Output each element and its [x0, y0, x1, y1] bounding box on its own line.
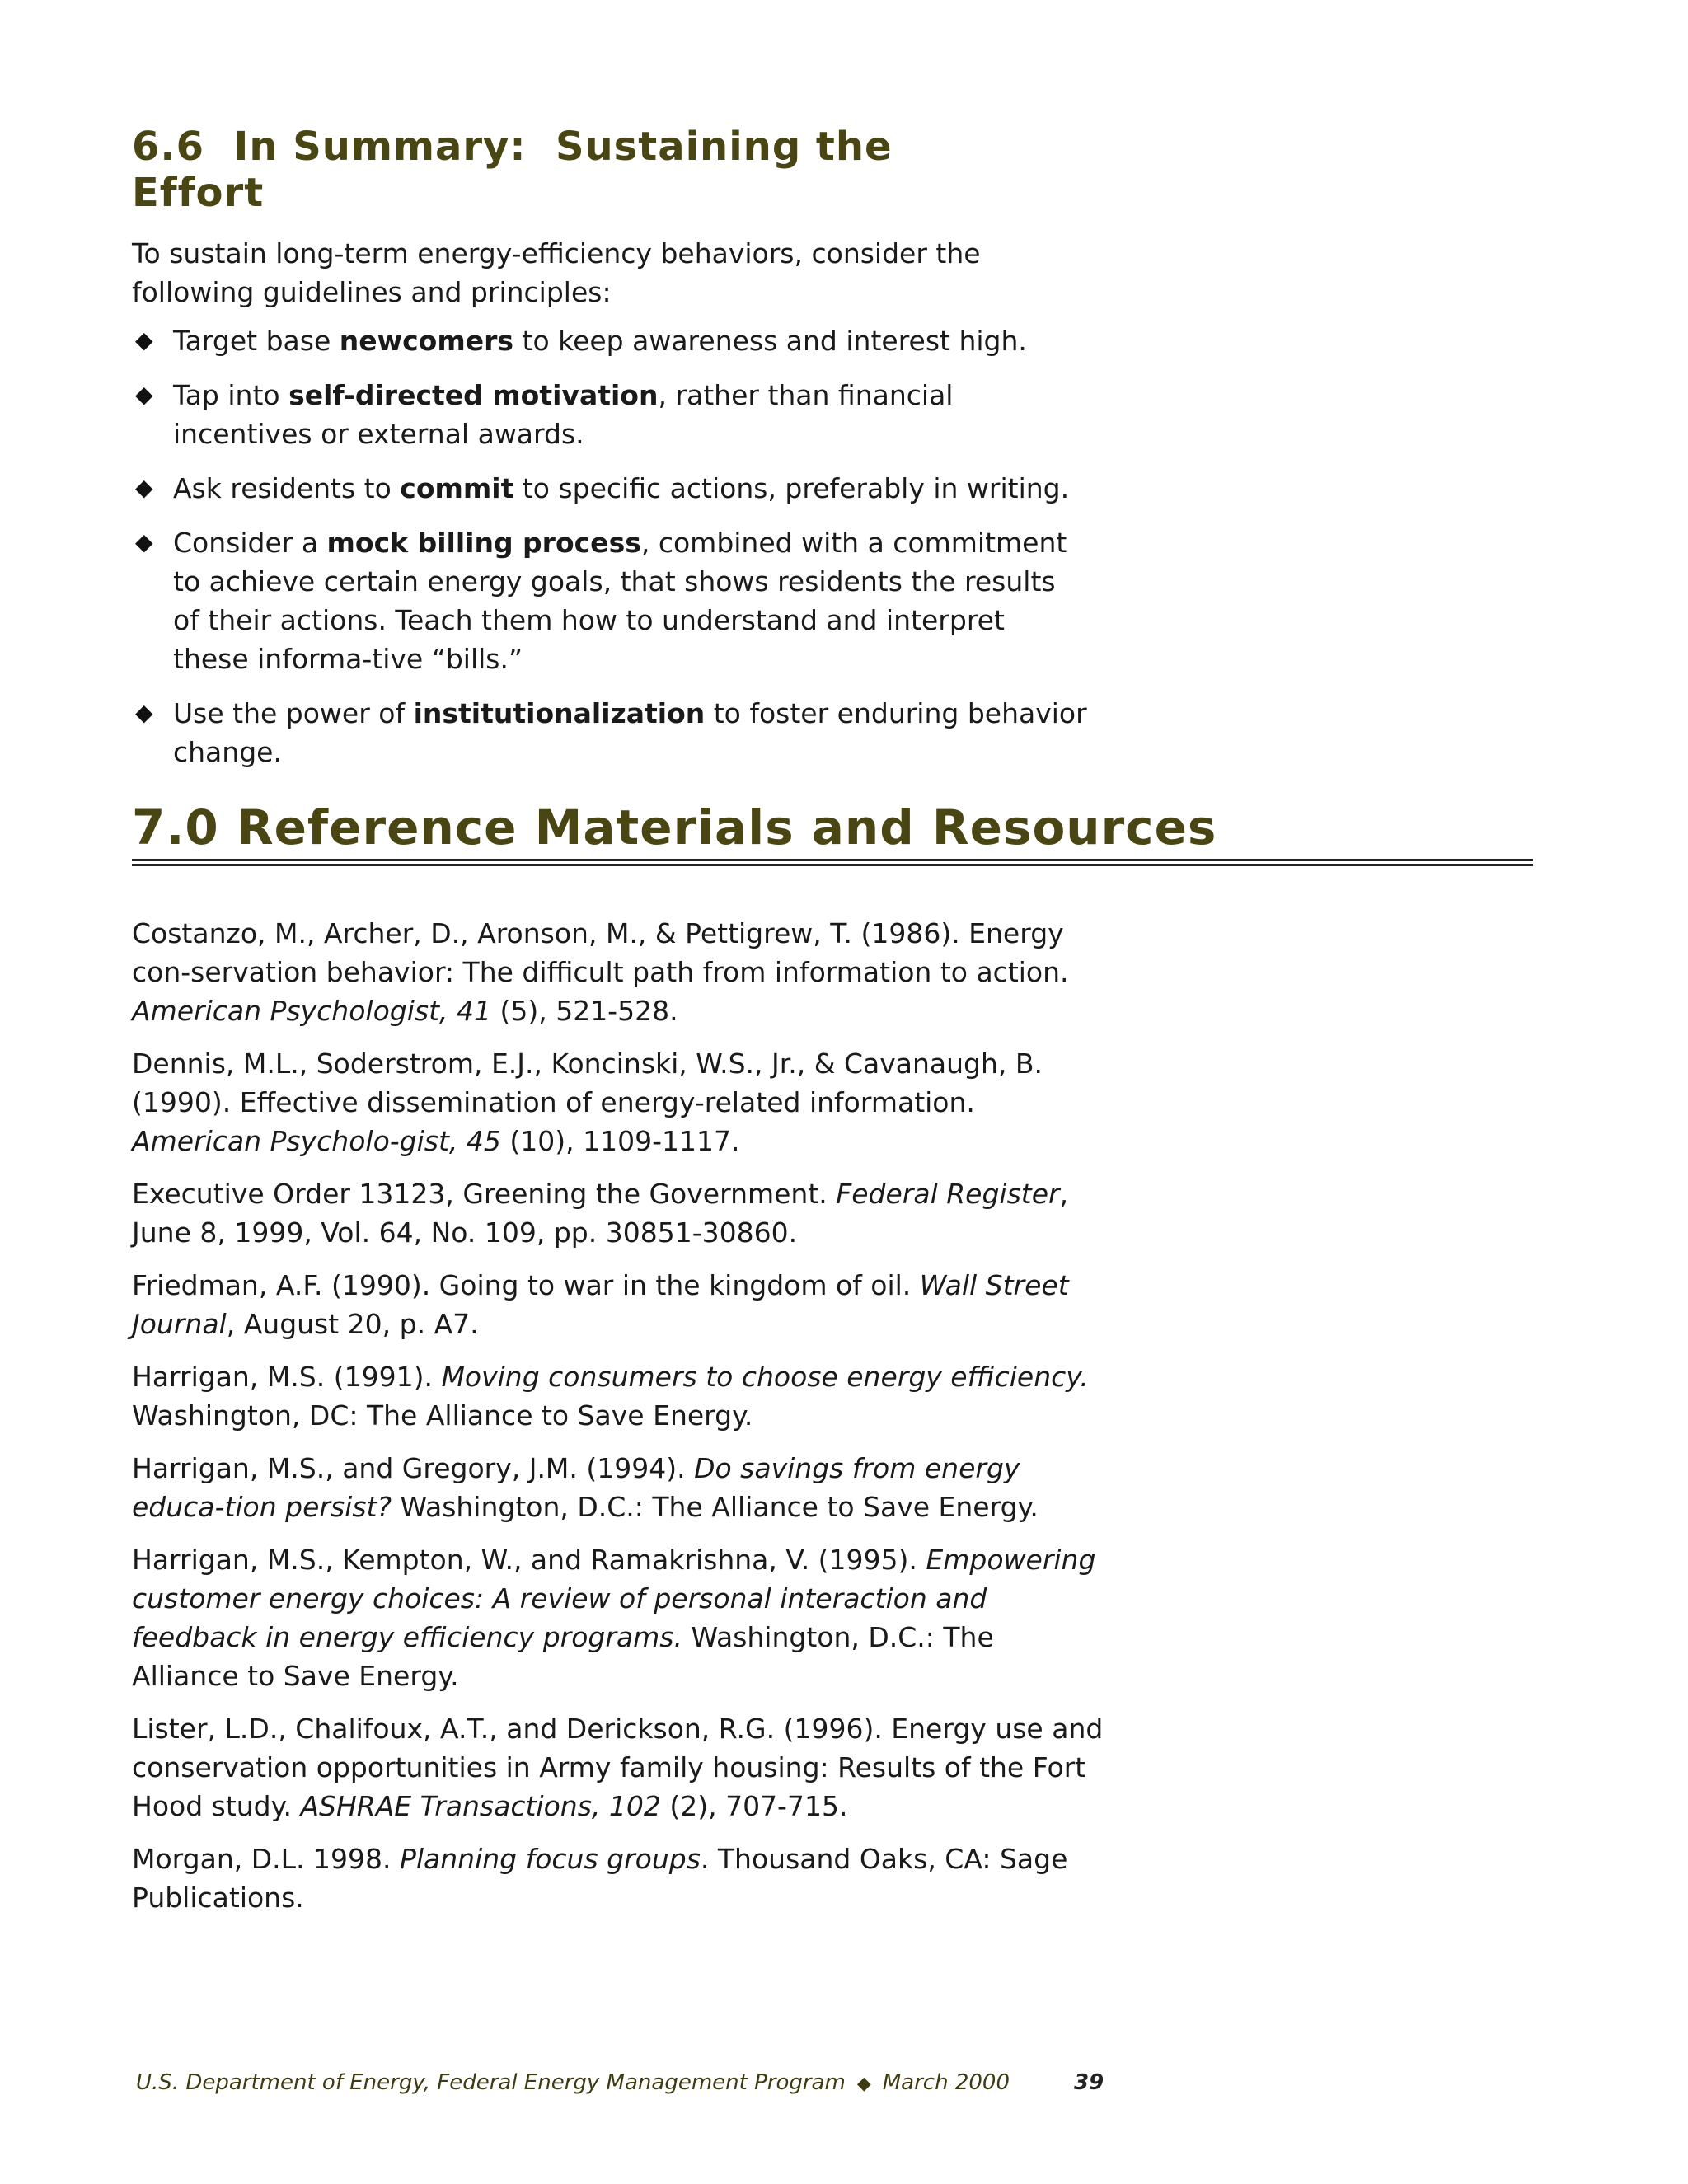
reference-text: Dennis, M.L., Soderstrom, E.J., Koncinski, W.S., Jr., & Cavanaugh, B. (1990). Effective dissemination of energy-related information. [132, 1047, 1043, 1118]
reference-text-end: Washington, D.C.: The Alliance to Save Energy. [132, 1621, 994, 1692]
reference-entry [132, 1044, 1104, 1160]
reference-title: Planning focus groups [399, 1843, 701, 1875]
reference-text-end: , June 8, 1999, Vol. 64, No. 109, pp. 30851-30860. [132, 1178, 1069, 1249]
reference-text-end: (10), 1109-1117. [500, 1125, 740, 1157]
list-item-text-pre: Tap into [173, 379, 289, 411]
diamond-bullet-icon: ◆ [135, 474, 153, 501]
document-page [132, 124, 1550, 1931]
section-intro: To sustain long-term energy-efficiency behaviors, consider the following guidelines and principles: [132, 237, 981, 308]
list-item-text-bold: newcomers [339, 325, 514, 357]
list-item [132, 694, 1088, 771]
reference-title: American Psycholo-gist, 45 [132, 1125, 501, 1157]
diamond-separator-icon: ◆ [856, 2074, 871, 2094]
diamond-bullet-icon: ◆ [135, 699, 153, 726]
reference-title: ASHRAE Transactions, 102 [300, 1790, 661, 1822]
reference-title: Do savings from energy educa-tion persist? [132, 1452, 1020, 1523]
reference-text: Harrigan, M.S., and Gregory, J.M. (1994). [132, 1452, 695, 1484]
heading-rule-top [132, 859, 1533, 861]
list-item-text-bold: self-directed motivation [288, 379, 659, 411]
section-heading-7-0: 7.0 Reference Materials and Resources [132, 799, 1217, 855]
reference-entry [132, 1266, 1104, 1343]
list-item-text-bold: commit [400, 472, 514, 504]
section-heading-6-6: 6.6 In Summary: Sustaining the Effort [132, 124, 893, 216]
reference-text-end: (5), 521-528. [490, 995, 678, 1027]
reference-entry [132, 1174, 1104, 1252]
reference-text-end: , August 20, p. A7. [226, 1308, 479, 1340]
reference-text-end: (2), 707-715. [660, 1790, 848, 1822]
reference-title: Empowering customer energy choices: A review of personal interaction and feedback in energy efficiency programs. [132, 1544, 1096, 1653]
reference-title: Moving consumers to choose energy efficiency. [441, 1361, 1089, 1393]
reference-entry [132, 1840, 1104, 1917]
list-item-text-post: , rather than financial incentives or external awards. [173, 379, 954, 450]
reference-text: Morgan, D.L. 1998. [132, 1843, 400, 1875]
list-item-text-pre: Consider a [173, 527, 327, 559]
page-footer [136, 2070, 1104, 2095]
reference-entry [132, 1357, 1104, 1435]
reference-title: Wall Street Journal [132, 1269, 1069, 1340]
footer-date: March 2000 [882, 2070, 1010, 2095]
list-item-text-post: , combined with a commitment to achieve certain energy goals, that shows residents the results of their actions. Teach them how to understand and interpret these informa-tive “bills.” [173, 527, 1067, 675]
guideline-list [132, 321, 1088, 771]
section-heading-7-0-block [132, 799, 1550, 866]
footer-source: U.S. Department of Energy, Federal Energy Management Program [136, 2070, 846, 2095]
reference-text: Harrigan, M.S. (1991). [132, 1361, 442, 1393]
list-item-text-post: to keep awareness and interest high. [513, 325, 1027, 357]
reference-list [132, 914, 1104, 1917]
reference-text: Costanzo, M., Archer, D., Aronson, M., & Pettigrew, T. (1986). Energy con-servation behavior: The difficult path from information to action. [132, 917, 1069, 988]
heading-rule-bottom [132, 864, 1533, 866]
list-item [132, 376, 1088, 453]
list-item-text-pre: Target base [173, 325, 340, 357]
list-item-text-pre: Ask residents to [173, 472, 401, 504]
list-item [132, 469, 1088, 508]
list-item [132, 523, 1088, 678]
reference-entry [132, 1709, 1104, 1825]
page-number: 39 [1074, 2070, 1104, 2095]
reference-title: American Psychologist, 41 [132, 995, 491, 1027]
diamond-bullet-icon: ◆ [135, 381, 153, 408]
reference-entry [132, 1540, 1104, 1695]
list-item-text-pre: Use the power of [173, 697, 414, 729]
reference-text-end: . Thousand Oaks, CA: Sage Publications. [132, 1843, 1068, 1914]
reference-entry [132, 914, 1104, 1030]
reference-text: Lister, L.D., Chalifoux, A.T., and Derickson, R.G. (1996). Energy use and conservation opportunities in Army family housing: Results of the Fort Hood study. [132, 1713, 1104, 1822]
diamond-bullet-icon: ◆ [135, 326, 153, 354]
list-item-text-bold: institutionalization [413, 697, 706, 729]
reference-text-end: Washington, DC: The Alliance to Save Energy. [132, 1399, 753, 1432]
list-item-text-bold: mock billing process [326, 527, 641, 559]
reference-text: Executive Order 13123, Greening the Government. [132, 1178, 837, 1210]
list-item-text-post: to specific actions, preferably in writing. [513, 472, 1070, 504]
reference-title: Federal Register [836, 1178, 1060, 1210]
list-item [132, 321, 1088, 360]
diamond-bullet-icon: ◆ [135, 528, 153, 555]
reference-text-end: Washington, D.C.: The Alliance to Save Energy. [391, 1491, 1039, 1523]
reference-entry [132, 1449, 1104, 1526]
reference-text: Harrigan, M.S., Kempton, W., and Ramakrishna, V. (1995). [132, 1544, 926, 1576]
reference-text: Friedman, A.F. (1990). Going to war in the kingdom of oil. [132, 1269, 920, 1301]
list-item-text-post: to foster enduring behavior change. [173, 697, 1087, 768]
